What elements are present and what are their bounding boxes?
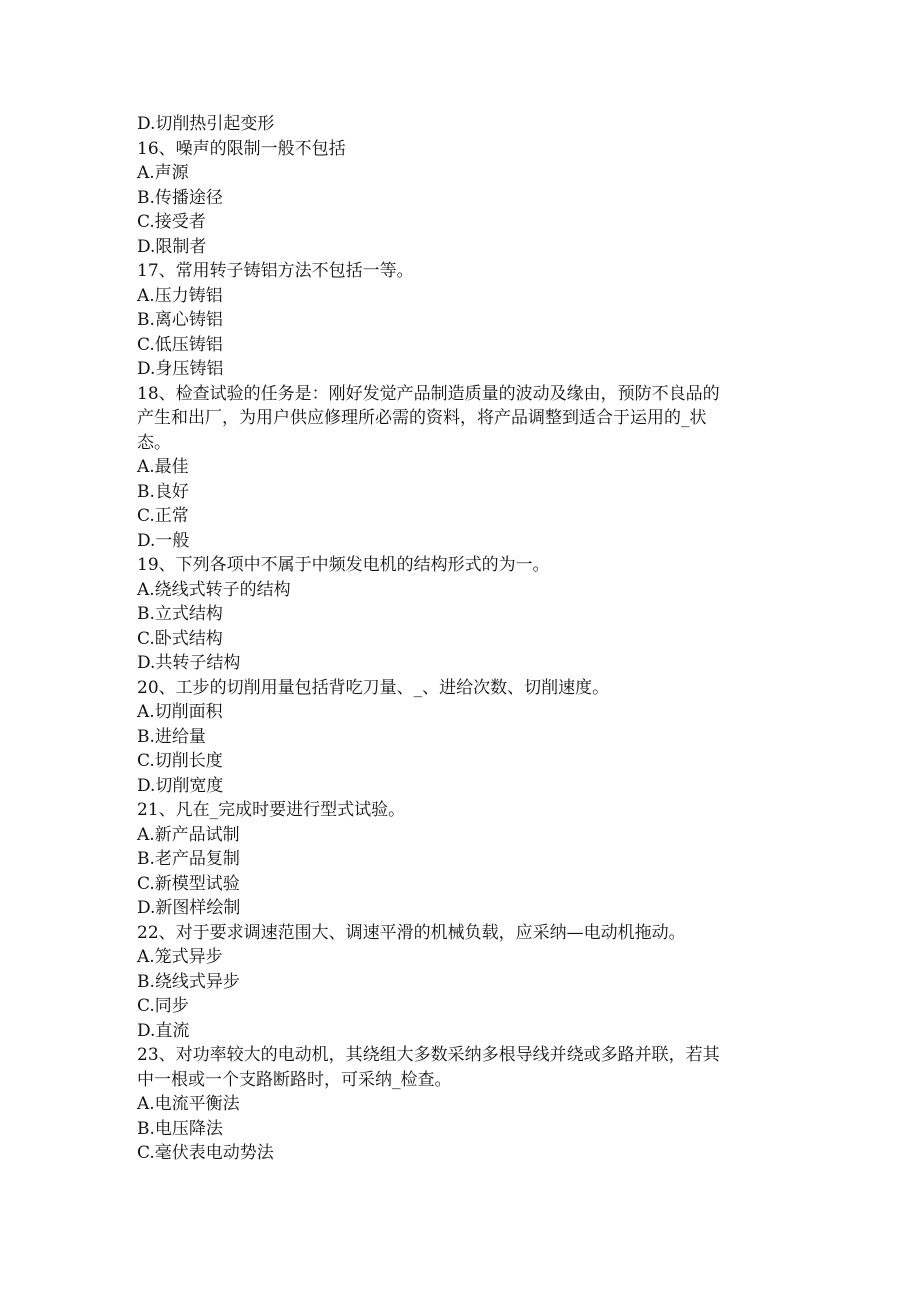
option-line: C.正常 <box>137 506 189 526</box>
option-line: D.新图样绘制 <box>137 898 241 918</box>
option-line: D.一般 <box>137 530 190 551</box>
option-line: A.绕线式转子的结构 <box>137 579 291 600</box>
option-line: C.接受者 <box>137 212 206 232</box>
option-line: B.传播途径 <box>137 187 223 208</box>
option-line: B.离心铸铝 <box>137 310 223 330</box>
option-line: B.电压降法 <box>137 1118 223 1139</box>
option-line: B.立式结构 <box>137 604 223 624</box>
option-line: B.进给量 <box>137 726 206 747</box>
option-line: A.笼式异步 <box>137 947 223 967</box>
option-line: C.同步 <box>137 996 189 1016</box>
question-23-line-1: 23、对功率较大的电动机，其绕组大多数采纳多根导线并绕或多路并联，若其 <box>137 1045 720 1065</box>
question-20: 20、工步的切削用量包括背吃刀量、_、进给次数、切削速度。 <box>137 677 610 698</box>
option-line: D.限制者 <box>137 236 207 257</box>
option-line: A.新产品试制 <box>137 824 240 845</box>
option-line: A.压力铸铝 <box>137 285 223 306</box>
option-line: A.声源 <box>137 163 189 183</box>
option-line: D.切削宽度 <box>137 775 224 796</box>
option-line: A.电流平衡法 <box>137 1094 240 1114</box>
option-line: B.老产品复制 <box>137 849 240 869</box>
option-line: C.低压铸铝 <box>137 334 223 355</box>
question-22: 22、对于要求调速范围大、调速平滑的机械负载，应采纳—电动机拖动。 <box>137 922 686 943</box>
option-line: C.新模型试验 <box>137 873 240 894</box>
option-line: C.切削长度 <box>137 751 223 771</box>
question-16: 16、噪声的限制一般不包括 <box>137 138 346 159</box>
option-line: D.身压铸铝 <box>137 359 224 379</box>
document-body <box>137 112 787 1166</box>
question-21: 21、凡在_完成时要进行型式试验。 <box>137 800 406 820</box>
question-18-line-3: 态。 <box>137 432 171 453</box>
option-line: D.直流 <box>137 1020 190 1041</box>
option-line: C.卧式结构 <box>137 628 223 649</box>
option-line: D.共转子结构 <box>137 653 241 673</box>
option-line: B.绕线式异步 <box>137 971 240 992</box>
option-line: D.切削热引起变形 <box>137 114 275 134</box>
question-19: 19、下列各项中不属于中频发电机的结构形式的为一。 <box>137 555 550 575</box>
question-18-line-1: 18、检查试验的任务是：刚好发觉产品制造质量的波动及缘由，预防不良品的 <box>137 383 720 404</box>
question-17: 17、常用转子铸铝方法不包括一等。 <box>137 261 414 281</box>
question-23-line-2: 中一根或一个支路断路时，可采纳_检查。 <box>137 1069 452 1090</box>
option-line: C.毫伏表电动势法 <box>137 1143 274 1163</box>
option-line: A.最佳 <box>137 457 189 477</box>
option-line: B.良好 <box>137 481 189 502</box>
question-18-line-2: 产生和出厂，为用户供应修理所必需的资料，将产品调整到适合于运用的_状 <box>137 408 707 428</box>
option-line: A.切削面积 <box>137 702 223 722</box>
